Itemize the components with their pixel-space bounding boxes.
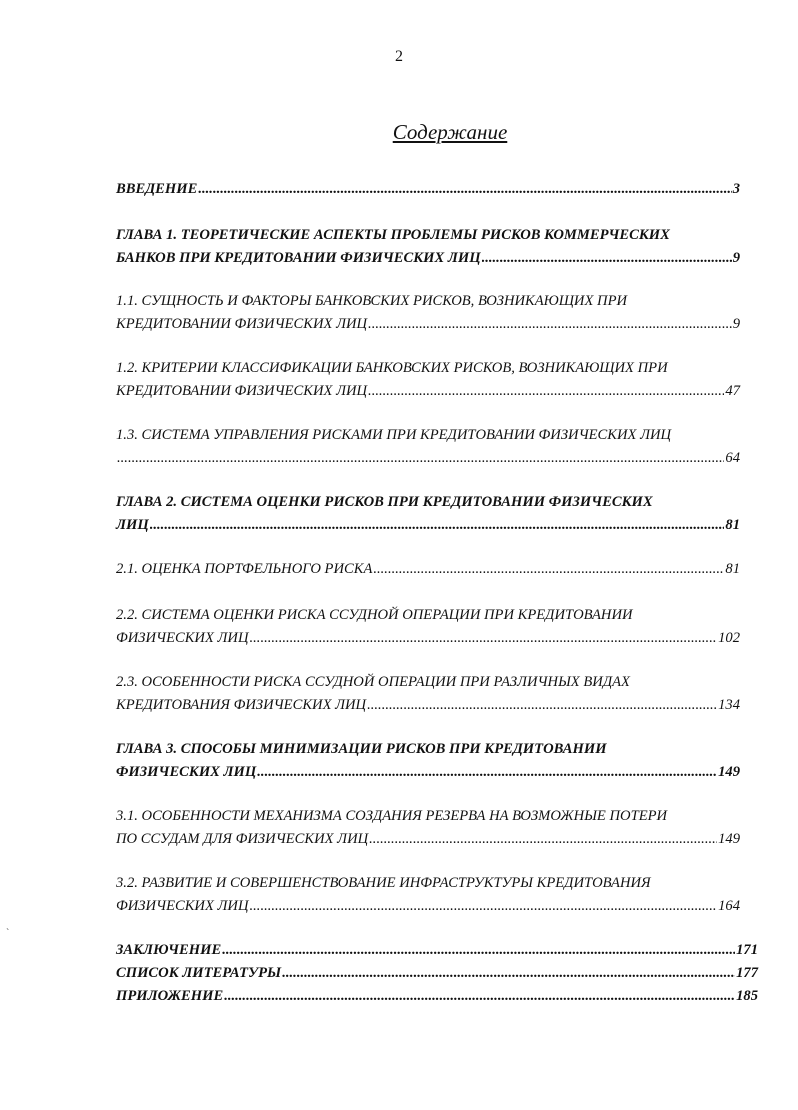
- toc-entry-section-3-1: [116, 805, 740, 851]
- toc-page-number: 3: [732, 181, 740, 197]
- toc-entry-text: КРЕДИТОВАНИИ ФИЗИЧЕСКИХ ЛИЦ: [116, 383, 368, 399]
- toc-page-number: 64: [725, 450, 740, 466]
- toc-entry-text: ПО ССУДАМ ДЛЯ ФИЗИЧЕСКИХ ЛИЦ: [116, 831, 369, 847]
- toc-page-number: 9: [732, 316, 740, 332]
- toc-entry-text: ФИЗИЧЕСКИХ ЛИЦ: [116, 764, 257, 780]
- toc-entry-text: 2.2. СИСТЕМА ОЦЕНКИ РИСКА ССУДНОЙ ОПЕРАЦИИ ПРИ КРЕДИТОВАНИИ: [116, 607, 633, 623]
- toc-entry-section-2-2: [116, 604, 740, 650]
- toc-entry-section-3-2: [116, 872, 740, 918]
- toc-page-number: 185: [736, 988, 758, 1004]
- toc-entry-text: 1.3. СИСТЕМА УПРАВЛЕНИЯ РИСКАМИ ПРИ КРЕДИТОВАНИИ ФИЗИЧЕСКИХ ЛИЦ: [116, 427, 672, 443]
- toc-entry-text: ПРИЛОЖЕНИЕ: [116, 988, 224, 1004]
- toc-page-number: 149: [718, 764, 740, 780]
- toc-entry-text: СПИСОК ЛИТЕРАТУРЫ: [116, 965, 282, 981]
- toc-entry-text: ЛИЦ: [116, 517, 149, 533]
- toc-entry-section-1-1: [116, 290, 740, 336]
- toc-entry-appendix: [116, 985, 758, 1008]
- toc-entry-text: КРЕДИТОВАНИИ ФИЗИЧЕСКИХ ЛИЦ: [116, 316, 368, 332]
- toc-entry-section-1-2: [116, 357, 740, 403]
- toc-page-number: 164: [718, 898, 740, 914]
- toc-entry-text: ЗАКЛЮЧЕНИЕ: [116, 942, 222, 958]
- toc-page-number: 9: [732, 250, 740, 266]
- toc-entry-chapter-3: [116, 738, 740, 784]
- toc-entry-conclusion: [116, 939, 758, 962]
- toc-entry-text: 2.1. ОЦЕНКА ПОРТФЕЛЬНОГО РИСКА: [116, 561, 373, 577]
- toc-entry-text: ФИЗИЧЕСКИХ ЛИЦ: [116, 898, 249, 914]
- scan-speck: `: [6, 928, 10, 939]
- toc-entry-introduction: [116, 178, 740, 201]
- toc-entry-text: ВВЕДЕНИЕ: [116, 181, 198, 197]
- toc-entry-section-2-1: [116, 558, 740, 581]
- toc-entry-section-2-3: [116, 671, 740, 717]
- toc-entry-text: ФИЗИЧЕСКИХ ЛИЦ: [116, 630, 249, 646]
- page-number: 2: [395, 48, 403, 65]
- toc-entry-bibliography: [116, 962, 758, 985]
- toc-entry-chapter-1: [116, 224, 740, 270]
- toc-page-number: 134: [718, 697, 740, 713]
- toc-page-number: 81: [725, 517, 740, 533]
- toc-entry-text: 3.2. РАЗВИТИЕ И СОВЕРШЕНСТВОВАНИЕ ИНФРАСТРУКТУРЫ КРЕДИТОВАНИЯ: [116, 875, 651, 891]
- toc-entry-text: КРЕДИТОВАНИЯ ФИЗИЧЕСКИХ ЛИЦ: [116, 697, 367, 713]
- toc-entry-text: 2.3. ОСОБЕННОСТИ РИСКА ССУДНОЙ ОПЕРАЦИИ ПРИ РАЗЛИЧНЫХ ВИДАХ: [116, 674, 630, 690]
- toc-page-number: 149: [718, 831, 740, 847]
- toc-entry-text: БАНКОВ ПРИ КРЕДИТОВАНИИ ФИЗИЧЕСКИХ ЛИЦ: [116, 250, 481, 266]
- toc-entry-text: 1.1. СУЩНОСТЬ И ФАКТОРЫ БАНКОВСКИХ РИСКОВ, ВОЗНИКАЮЩИХ ПРИ: [116, 293, 628, 309]
- toc-entry-section-1-3: [116, 424, 740, 470]
- toc-page-number: 81: [725, 561, 740, 577]
- toc-page-number: 102: [718, 630, 740, 646]
- toc-entry-text: 1.2. КРИТЕРИИ КЛАССИФИКАЦИИ БАНКОВСКИХ РИСКОВ, ВОЗНИКАЮЩИХ ПРИ: [116, 360, 668, 376]
- toc-page-number: 171: [736, 942, 758, 958]
- toc-entry-text: 3.1. ОСОБЕННОСТИ МЕХАНИЗМА СОЗДАНИЯ РЕЗЕРВА НА ВОЗМОЖНЫЕ ПОТЕРИ: [116, 808, 668, 824]
- toc-page-number: 47: [725, 383, 740, 399]
- toc-entry-chapter-2: [116, 491, 740, 537]
- page-title: Содержание: [392, 120, 508, 144]
- toc-entry-text: ГЛАВА 3. СПОСОБЫ МИНИМИЗАЦИИ РИСКОВ ПРИ КРЕДИТОВАНИИ: [116, 741, 607, 757]
- toc-page-number: 177: [736, 965, 758, 981]
- toc-entry-text: ГЛАВА 1. ТЕОРЕТИЧЕСКИЕ АСПЕКТЫ ПРОБЛЕМЫ РИСКОВ КОММЕРЧЕСКИХ: [116, 227, 670, 243]
- toc-entry-text: ГЛАВА 2. СИСТЕМА ОЦЕНКИ РИСКОВ ПРИ КРЕДИТОВАНИИ ФИЗИЧЕСКИХ: [116, 494, 653, 510]
